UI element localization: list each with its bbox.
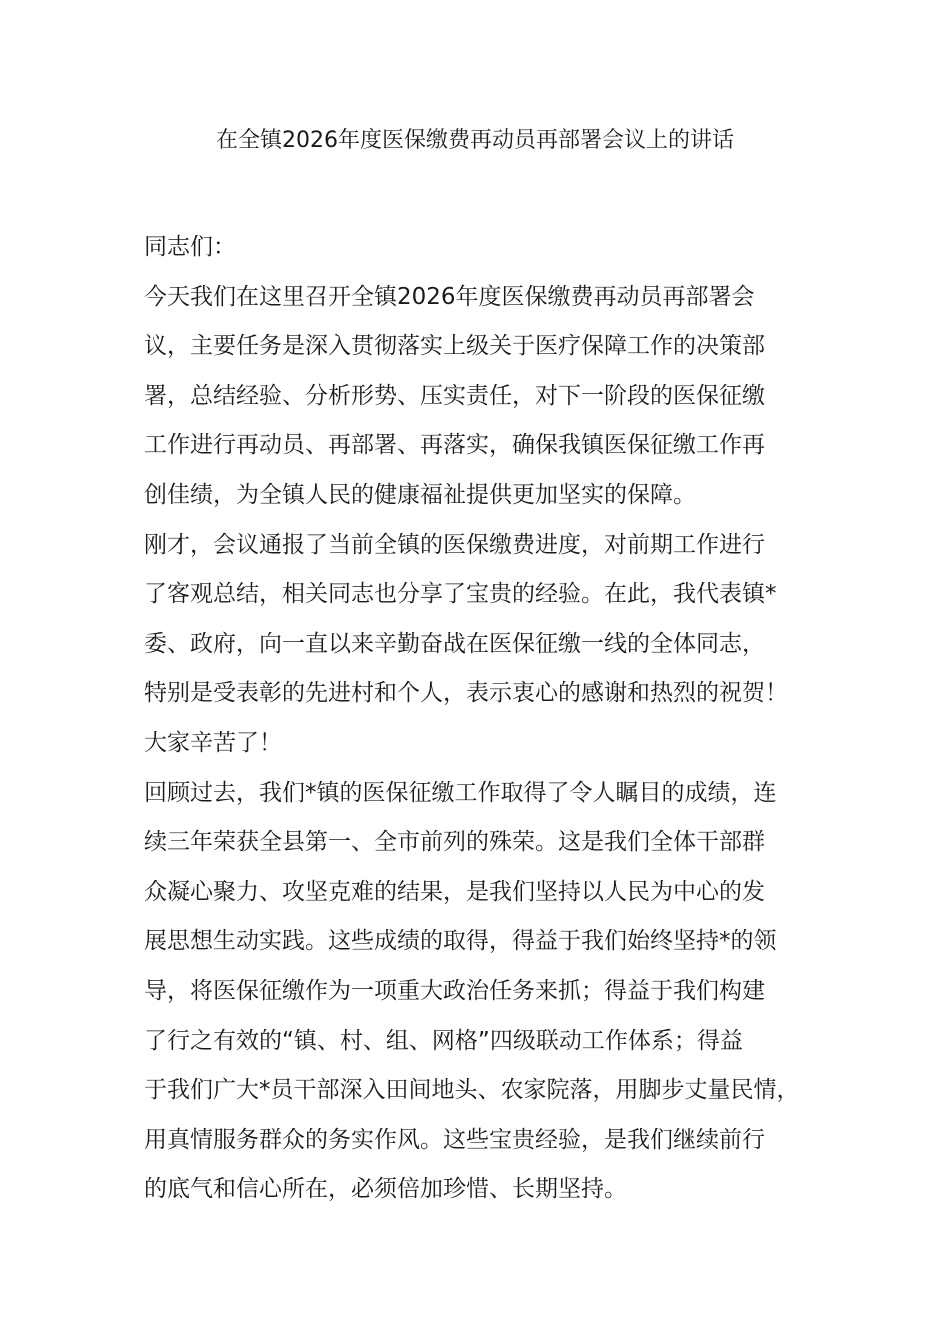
body-line: 回顾过去，我们*镇的医保征缴工作取得了令人瞩目的成绩，连 xyxy=(144,779,777,806)
body-line: 导，将医保征缴作为一项重大政治任务来抓；得益于我们构建 xyxy=(144,977,765,1004)
document-body xyxy=(144,223,824,1215)
body-line: 大家辛苦了！ xyxy=(144,729,282,756)
body-line: 创佳绩，为全镇人民的健康福祉提供更加坚实的保障。 xyxy=(144,481,696,508)
body-line: 特别是受表彰的先进村和个人，表示衷心的感谢和热烈的祝贺！ xyxy=(144,680,788,707)
body-line: 了行之有效的“镇、村、组、网格”四级联动工作体系；得益 xyxy=(144,1027,743,1054)
body-line: 刚才，会议通报了当前全镇的医保缴费进度，对前期工作进行 xyxy=(144,531,765,558)
document-title: 在全镇2026年度医保缴费再动员再部署会议上的讲话 xyxy=(216,128,734,153)
body-line: 议，主要任务是深入贯彻落实上级关于医疗保障工作的决策部 xyxy=(144,333,765,360)
body-line: 用真情服务群众的务实作风。这些宝贵经验，是我们继续前行 xyxy=(144,1126,765,1153)
body-line: 委、政府，向一直以来辛勤奋战在医保征缴一线的全体同志， xyxy=(144,630,765,657)
body-line: 展思想生动实践。这些成绩的取得，得益于我们始终坚持*的领 xyxy=(144,928,777,955)
salutation: 同志们： xyxy=(144,234,236,260)
body-line: 工作进行再动员、再部署、再落实，确保我镇医保征缴工作再 xyxy=(144,432,765,459)
body-line: 众凝心聚力、攻坚克难的结果，是我们坚持以人民为中心的发 xyxy=(144,878,765,905)
body-line: 了客观总结，相关同志也分享了宝贵的经验。在此，我代表镇* xyxy=(144,581,777,608)
body-line: 署，总结经验、分析形势、压实责任，对下一阶段的医保征缴 xyxy=(144,382,765,409)
body-line: 于我们广大*员干部深入田间地头、农家院落，用脚步丈量民情， xyxy=(144,1077,800,1104)
body-line: 今天我们在这里召开全镇2026年度医保缴费再动员再部署会 xyxy=(144,283,755,310)
body-line: 续三年荣获全县第一、全市前列的殊荣。这是我们全体干部群 xyxy=(144,829,765,856)
body-line: 的底气和信心所在，必须倍加珍惜、长期坚持。 xyxy=(144,1176,627,1203)
